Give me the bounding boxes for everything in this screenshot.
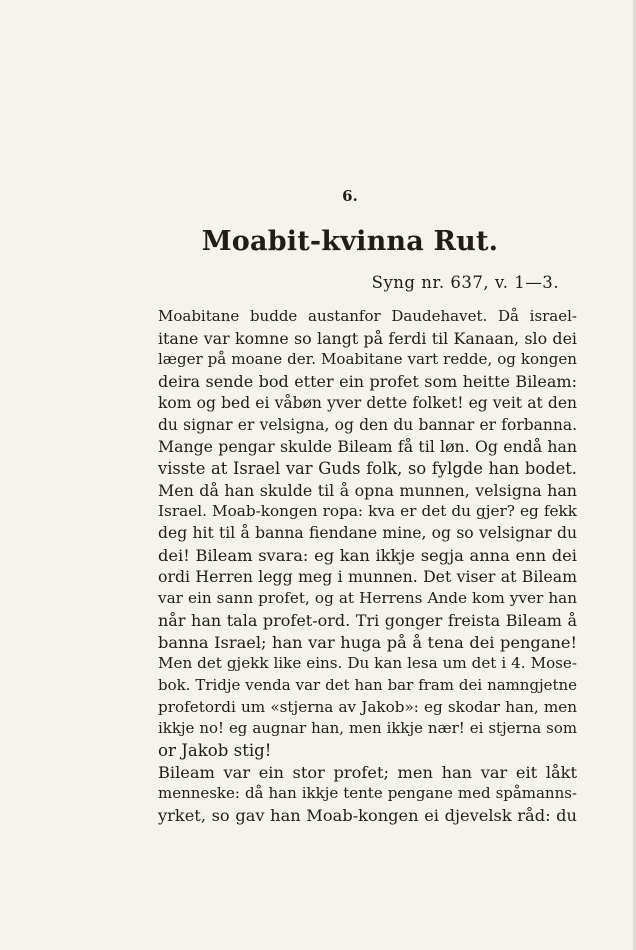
text-line: ordi Herren legg meg i munnen. Det viser at Bileam bbox=[158, 567, 577, 587]
text-line: deg hit til å banna fiendane mine, og so velsignar du bbox=[158, 524, 577, 543]
text-line: Israel. Moab-kongen ropa: kva er det du gjer? eg fekk bbox=[158, 502, 577, 521]
text-line: Men det gjekk like eins. Du kan lesa um det i 4. Mose- bbox=[158, 654, 577, 673]
hymn-reference: Syng nr. 637, v. 1—3. bbox=[371, 273, 559, 292]
text-line: Mange pengar skulde Bileam få til løn. Og endå han bbox=[158, 437, 577, 457]
text-line: or Jakob stig! bbox=[158, 741, 272, 761]
chapter-number: 6. bbox=[342, 187, 358, 205]
text-line: kom og bed ei våbøn yver dette folket! eg veit at den bbox=[158, 393, 577, 412]
text-line: Bileam var ein stor profet; men han var eit låkt bbox=[158, 762, 577, 782]
chapter-title: Moabit-kvinna Rut. bbox=[201, 226, 499, 257]
text-line: yrket, so gav han Moab-kongen ei djevelsk råd: du bbox=[158, 806, 577, 826]
text-line: var ein sann profet, og at Herrens Ande kom yver han bbox=[158, 589, 577, 608]
text-line: ikkje no! eg augnar han, men ikkje nær! ei stjerna som bbox=[158, 719, 577, 738]
text-line: Men då han skulde til å opna munnen, velsigna han bbox=[158, 480, 577, 500]
text-line: Moabitane budde austanfor Daudehavet. Då israel- bbox=[158, 307, 577, 325]
text-line: profetordi um «stjerna av Jakob»: eg skodar han, men bbox=[158, 697, 577, 716]
text-line: itane var komne so langt på ferdi til Kanaan, slo dei bbox=[158, 328, 577, 348]
paragraph-1 bbox=[130, 306, 577, 762]
text-line: banna Israel; han var huga på å tena dei pengane! bbox=[158, 632, 577, 652]
text-line: bok. Tridje venda var det han bar fram dei namngjetne bbox=[158, 675, 577, 694]
text-line: du signar er velsigna, og den du bannar er forbanna. bbox=[158, 415, 577, 434]
text-line: læger på moane der. Moabitane vart redde, og kongen bbox=[158, 350, 577, 369]
text-line: deira sende bod etter ein profet som heitte Bileam: bbox=[158, 372, 577, 392]
text-line: visste at Israel var Guds folk, so fylgde han bodet. bbox=[158, 458, 577, 478]
paragraph-2 bbox=[130, 762, 577, 827]
text-line: dei! Bileam svara: eg kan ikkje segja anna enn dei bbox=[158, 545, 577, 565]
text-line: menneske: då han ikkje tente pengane med spåmanns- bbox=[158, 784, 577, 803]
text-line: når han tala profet-ord. Tri gonger freista Bileam å bbox=[158, 610, 577, 630]
body-text bbox=[130, 306, 577, 827]
